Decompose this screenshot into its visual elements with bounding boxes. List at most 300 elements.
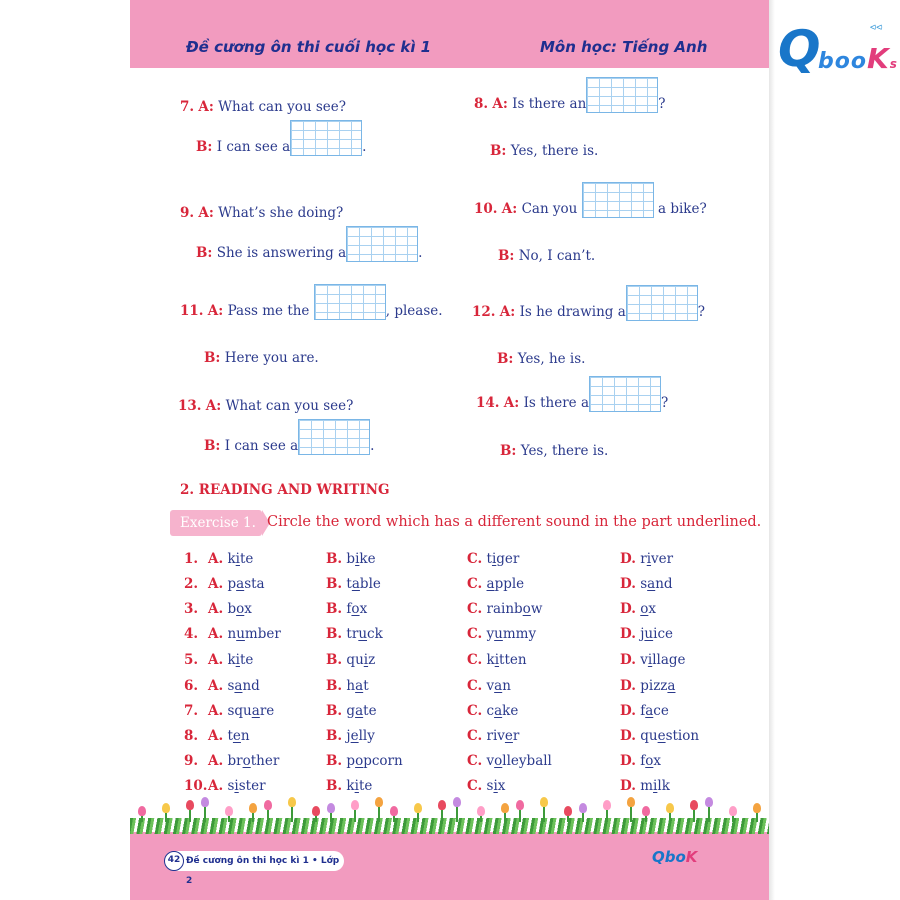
word-option[interactable]: [208, 652, 253, 668]
row-number: 4.: [184, 626, 199, 642]
word-option[interactable]: [620, 703, 669, 719]
dialog-13-b: [204, 419, 374, 455]
flower-icon: [705, 797, 713, 807]
row-number: 10.: [184, 778, 208, 794]
word-option[interactable]: [208, 703, 274, 719]
word-prefix: v: [640, 652, 648, 668]
underlined-part: i: [235, 652, 240, 668]
underlined-part: a: [355, 703, 364, 719]
speaker-a-label: A:: [207, 303, 224, 319]
speaker-b-label: B:: [500, 443, 517, 459]
word-option[interactable]: [467, 778, 505, 794]
word-row: [0, 551, 900, 571]
word-option[interactable]: [208, 576, 265, 592]
word-option[interactable]: [467, 551, 519, 567]
word-suffix: te: [240, 652, 254, 668]
word-row: [0, 753, 900, 773]
underlined-part: a: [251, 703, 260, 719]
question-text: What can you see?: [218, 99, 346, 115]
word-prefix: s: [227, 778, 235, 794]
flower-stem: [189, 808, 191, 822]
underlined-part: o: [355, 753, 364, 769]
flower-icon: [249, 803, 257, 813]
answer-grid-box[interactable]: [589, 376, 661, 412]
word-option[interactable]: [467, 576, 524, 592]
option-letter: A.: [208, 753, 224, 769]
word-option[interactable]: [326, 728, 375, 744]
flower-stem: [291, 805, 293, 822]
flower-icon: [753, 803, 761, 813]
question-number: 7.: [180, 99, 195, 115]
word-suffix: ke: [359, 551, 376, 567]
option-letter: B.: [326, 678, 343, 694]
word-prefix: v: [486, 753, 495, 769]
footer-logo-text: Qbo: [652, 848, 686, 866]
answer-text: Yes, there is.: [510, 143, 599, 159]
underlined-part: i: [234, 778, 239, 794]
word-option[interactable]: [326, 601, 367, 617]
word-prefix: t: [227, 728, 233, 744]
dialog-13-a: [178, 397, 353, 415]
word-prefix: m: [640, 778, 654, 794]
word-suffix: stion: [665, 728, 700, 744]
flower-icon: [666, 803, 674, 813]
underlined-part: i: [355, 551, 360, 567]
dialog-14-b: [500, 442, 608, 460]
flower-icon: [414, 803, 422, 813]
word-prefix: tr: [346, 626, 359, 642]
word-option[interactable]: [620, 728, 699, 744]
option-letter: C.: [467, 703, 483, 719]
word-prefix: v: [486, 678, 495, 694]
row-number: 6.: [184, 678, 199, 694]
option-letter: D.: [620, 703, 636, 719]
underlined-part: u: [358, 626, 368, 642]
question-text-before: Can you: [521, 201, 578, 217]
option-letter: B.: [326, 576, 343, 592]
option-letter: A.: [208, 601, 224, 617]
word-suffix: llage: [652, 652, 686, 668]
flower-stem: [606, 808, 608, 822]
flower-icon: [327, 803, 335, 813]
dialog-7-a: [180, 98, 346, 116]
underlined-part: e: [350, 728, 359, 744]
underlined-part: i: [647, 652, 653, 668]
question-number: 11.: [180, 303, 204, 319]
option-letter: B.: [326, 551, 343, 567]
bird-icon: ⪦⪦: [870, 20, 883, 33]
row-number: 2.: [184, 576, 199, 592]
underlined-part: a: [355, 678, 364, 694]
word-row: [0, 626, 900, 646]
flower-icon: [438, 800, 446, 810]
underlined-part: i: [493, 778, 498, 794]
answer-text: No, I can’t.: [518, 248, 596, 264]
word-row: [0, 678, 900, 698]
word-option[interactable]: [620, 601, 656, 617]
word-suffix: ke: [502, 703, 519, 719]
word-option[interactable]: [467, 703, 518, 719]
exercise-tag: Exercise 1.: [170, 510, 262, 536]
flower-icon: [453, 797, 461, 807]
header-right-title: Môn học: Tiếng Anh: [540, 38, 708, 56]
option-letter: B.: [326, 703, 343, 719]
flower-stem: [630, 805, 632, 822]
dialog-8-a: [474, 77, 666, 113]
word-prefix: k: [227, 652, 236, 668]
option-letter: D.: [620, 678, 636, 694]
footer-logo-k: K: [685, 848, 698, 866]
flower-stem: [378, 805, 380, 822]
word-prefix: rainb: [486, 601, 523, 617]
flower-stem: [543, 805, 545, 822]
dialog-9-b: [196, 226, 422, 262]
word-suffix: te: [358, 778, 373, 794]
flower-icon: [564, 806, 572, 816]
dialog-14-a: [476, 376, 668, 412]
flower-icon: [201, 797, 209, 807]
word-prefix: f: [640, 703, 646, 719]
option-letter: D.: [620, 576, 636, 592]
word-prefix: t: [486, 551, 492, 567]
word-option[interactable]: [620, 652, 686, 668]
flower-icon: [477, 806, 485, 816]
answer-text-after: .: [362, 139, 367, 155]
answer-text: Yes, there is.: [520, 443, 609, 459]
exercise-instruction: Circle the word which has a different sound in the part underlined.: [267, 514, 762, 530]
question-text-after: ?: [697, 304, 706, 320]
word-suffix: pcorn: [363, 753, 403, 769]
flower-stem: [441, 808, 443, 822]
word-option[interactable]: [620, 678, 675, 694]
flower-stem: [456, 805, 458, 822]
word-suffix: mmy: [502, 626, 537, 642]
speaker-a-label: A:: [503, 395, 520, 411]
option-letter: C.: [467, 626, 483, 642]
section-title: 2. READING AND WRITING: [180, 482, 390, 498]
row-number: 1.: [184, 551, 199, 567]
word-option[interactable]: [326, 753, 403, 769]
option-letter: D.: [620, 601, 636, 617]
speaker-b-label: B:: [196, 245, 213, 261]
underlined-part: u: [644, 626, 654, 642]
flower-stem: [693, 808, 695, 822]
answer-text-before: She is answering a: [216, 245, 347, 261]
underlined-part: i: [494, 652, 500, 668]
flower-stem: [204, 805, 206, 822]
word-prefix: k: [227, 551, 236, 567]
header-left-title: Đề cương ôn thi cuối học kì 1: [186, 38, 432, 56]
question-number: 10.: [474, 201, 498, 217]
speaker-a-label: A:: [492, 96, 508, 112]
answer-grid-box[interactable]: [290, 120, 362, 156]
underlined-part: a: [494, 703, 503, 719]
option-letter: D.: [620, 778, 636, 794]
word-row: [0, 778, 900, 798]
word-option[interactable]: [326, 678, 369, 694]
option-letter: D.: [620, 652, 636, 668]
grass-border: [130, 818, 769, 834]
speaker-b-label: B:: [204, 438, 221, 454]
question-text-after: ?: [658, 96, 666, 112]
word-option[interactable]: [467, 601, 542, 617]
word-prefix: br: [227, 753, 243, 769]
word-suffix: r: [512, 728, 520, 744]
flower-icon: [375, 797, 383, 807]
word-prefix: f: [346, 601, 352, 617]
option-letter: D.: [620, 551, 636, 567]
word-option[interactable]: [208, 626, 281, 642]
answer-grid-box[interactable]: [586, 77, 658, 113]
speaker-a-label: A:: [205, 398, 222, 414]
underlined-part: e: [504, 728, 513, 744]
word-suffix: ck: [367, 626, 383, 642]
word-prefix: p: [346, 753, 356, 769]
footer-text: Đề cương ôn thi học kì 1 • Lớp 2: [164, 851, 344, 871]
word-option[interactable]: [467, 728, 519, 744]
word-option[interactable]: [326, 576, 381, 592]
option-letter: B.: [326, 728, 343, 744]
word-suffix: pple: [494, 576, 525, 592]
word-option[interactable]: [467, 678, 511, 694]
answer-text-before: I can see a: [224, 438, 299, 454]
logo-text: [818, 42, 898, 75]
word-prefix: c: [486, 703, 495, 719]
word-prefix: f: [640, 753, 646, 769]
logo-k-letter: K: [866, 42, 890, 75]
question-text: What’s she doing?: [218, 205, 344, 221]
word-option[interactable]: [326, 703, 377, 719]
underlined-part: a: [486, 576, 495, 592]
page-number: 42: [164, 851, 184, 871]
word-option[interactable]: [326, 778, 372, 794]
option-letter: C.: [467, 678, 483, 694]
word-prefix: b: [346, 551, 356, 567]
option-letter: A.: [208, 678, 224, 694]
flower-icon: [225, 806, 233, 816]
underlined-part: i: [491, 551, 497, 567]
word-suffix: nd: [242, 678, 260, 694]
word-option[interactable]: [326, 626, 383, 642]
underlined-part: i: [235, 551, 240, 567]
answer-grid-box[interactable]: [314, 284, 386, 320]
word-option[interactable]: [208, 728, 250, 744]
word-option[interactable]: [620, 626, 673, 642]
word-suffix: tten: [499, 652, 527, 668]
option-letter: A.: [208, 778, 224, 794]
word-suffix: x: [648, 601, 656, 617]
word-suffix: lly: [358, 728, 375, 744]
dialog-8-b: [490, 142, 598, 160]
word-prefix: pizz: [640, 678, 668, 694]
dialog-12-b: [497, 350, 585, 368]
word-suffix: x: [244, 601, 252, 617]
flower-icon: [642, 806, 650, 816]
word-suffix: ble: [359, 576, 381, 592]
option-letter: B.: [326, 601, 343, 617]
underlined-part: e: [657, 728, 666, 744]
answer-text-after: .: [370, 438, 375, 454]
flower-stem: [354, 808, 356, 822]
word-option[interactable]: [208, 753, 279, 769]
qbooks-logo: [778, 20, 900, 80]
word-prefix: s: [486, 778, 494, 794]
answer-grid-box[interactable]: [582, 182, 654, 218]
word-option[interactable]: [620, 551, 673, 567]
word-prefix: k: [346, 778, 355, 794]
row-number: 5.: [184, 652, 199, 668]
flower-icon: [627, 797, 635, 807]
word-suffix: te: [363, 703, 377, 719]
underlined-part: o: [242, 753, 251, 769]
word-option[interactable]: [208, 678, 260, 694]
flower-icon: [729, 806, 737, 816]
word-prefix: riv: [486, 728, 505, 744]
word-suffix: x: [497, 778, 506, 794]
answer-grid-box[interactable]: [626, 285, 698, 321]
word-suffix: mber: [244, 626, 281, 642]
header-band-overlay: [130, 0, 769, 68]
word-option[interactable]: [467, 626, 536, 642]
word-option[interactable]: [467, 652, 527, 668]
flower-icon: [264, 800, 272, 810]
dialog-12-a: [472, 285, 705, 321]
option-letter: B.: [326, 753, 343, 769]
speaker-b-label: B:: [204, 350, 221, 366]
flower-icon: [603, 800, 611, 810]
speaker-b-label: B:: [490, 143, 507, 159]
option-letter: D.: [620, 626, 636, 642]
word-option[interactable]: [620, 778, 670, 794]
word-prefix: n: [227, 626, 237, 642]
word-option[interactable]: [326, 551, 376, 567]
underlined-part: e: [232, 728, 241, 744]
logo-s-letter: s: [889, 57, 898, 71]
word-suffix: te: [240, 551, 254, 567]
speaker-b-label: B:: [196, 139, 213, 155]
option-letter: C.: [467, 551, 483, 567]
underlined-part: o: [522, 601, 531, 617]
word-option[interactable]: [208, 601, 252, 617]
word-prefix: s: [640, 576, 648, 592]
underlined-part: a: [647, 576, 656, 592]
option-letter: D.: [620, 728, 636, 744]
flower-stem: [267, 808, 269, 822]
word-prefix: t: [346, 576, 352, 592]
underlined-part: a: [645, 703, 654, 719]
answer-grid-box[interactable]: [346, 226, 418, 262]
word-row: [0, 576, 900, 596]
underlined-part: a: [234, 678, 243, 694]
row-number: 7.: [184, 703, 199, 719]
option-letter: D.: [620, 753, 636, 769]
option-letter: B.: [326, 652, 343, 668]
word-option[interactable]: [208, 778, 266, 794]
word-suffix: ster: [238, 778, 266, 794]
row-number: 3.: [184, 601, 199, 617]
speaker-a-label: A:: [198, 99, 214, 115]
word-prefix: y: [486, 626, 495, 642]
option-letter: A.: [208, 551, 224, 567]
word-prefix: qu: [346, 652, 364, 668]
underlined-part: i: [653, 778, 658, 794]
flower-icon: [312, 806, 320, 816]
underlined-part: a: [494, 678, 503, 694]
word-option[interactable]: [467, 753, 552, 769]
word-suffix: lk: [657, 778, 670, 794]
word-prefix: h: [346, 678, 356, 694]
question-number: 12.: [472, 304, 496, 320]
word-suffix: n: [240, 728, 250, 744]
speaker-b-label: B:: [497, 351, 514, 367]
speaker-b-label: B:: [498, 248, 515, 264]
logo-q-letter: Q: [778, 20, 821, 78]
option-letter: A.: [208, 626, 224, 642]
question-text-after: , please.: [385, 303, 443, 319]
answer-text-after: .: [418, 245, 423, 261]
word-option[interactable]: [326, 652, 375, 668]
answer-text: Yes, he is.: [517, 351, 586, 367]
question-text-after: ?: [661, 395, 669, 411]
question-number: 13.: [178, 398, 202, 414]
underlined-part: i: [646, 551, 652, 567]
option-letter: B.: [326, 626, 343, 642]
word-prefix: p: [227, 576, 237, 592]
speaker-a-label: A:: [198, 205, 214, 221]
option-letter: C.: [467, 753, 483, 769]
word-suffix: re: [259, 703, 275, 719]
speaker-a-label: A:: [499, 304, 516, 320]
underlined-part: a: [667, 678, 676, 694]
underlined-part: o: [236, 601, 245, 617]
word-suffix: ice: [653, 626, 673, 642]
word-suffix: x: [653, 753, 661, 769]
word-option[interactable]: [208, 551, 253, 567]
row-number: 8.: [184, 728, 199, 744]
word-suffix: z: [368, 652, 376, 668]
row-number: 9.: [184, 753, 199, 769]
question-text-before: Is there a: [523, 395, 590, 411]
word-option[interactable]: [620, 576, 673, 592]
flower-icon: [186, 800, 194, 810]
question-number: 9.: [180, 205, 195, 221]
flower-icon: [390, 806, 398, 816]
dialog-7-b: [196, 120, 366, 156]
word-prefix: qu: [640, 728, 658, 744]
question-number: 8.: [474, 96, 489, 112]
flower-icon: [690, 800, 698, 810]
word-prefix: s: [227, 678, 235, 694]
flower-icon: [501, 803, 509, 813]
underlined-part: o: [640, 601, 649, 617]
dialog-10-a: [474, 182, 707, 218]
answer-grid-box[interactable]: [298, 419, 370, 455]
dialog-11-b: [204, 349, 319, 367]
word-option[interactable]: [620, 753, 661, 769]
option-letter: A.: [208, 703, 224, 719]
flower-icon: [540, 797, 548, 807]
dialog-10-b: [498, 247, 595, 265]
word-row: [0, 703, 900, 723]
underlined-part: u: [494, 626, 503, 642]
underlined-part: i: [354, 778, 359, 794]
word-row: [0, 601, 900, 621]
word-suffix: x: [359, 601, 368, 617]
question-text-before: Is he drawing a: [519, 304, 626, 320]
flower-stem: [519, 808, 521, 822]
flower-icon: [579, 803, 587, 813]
footer-logo: [652, 848, 697, 866]
